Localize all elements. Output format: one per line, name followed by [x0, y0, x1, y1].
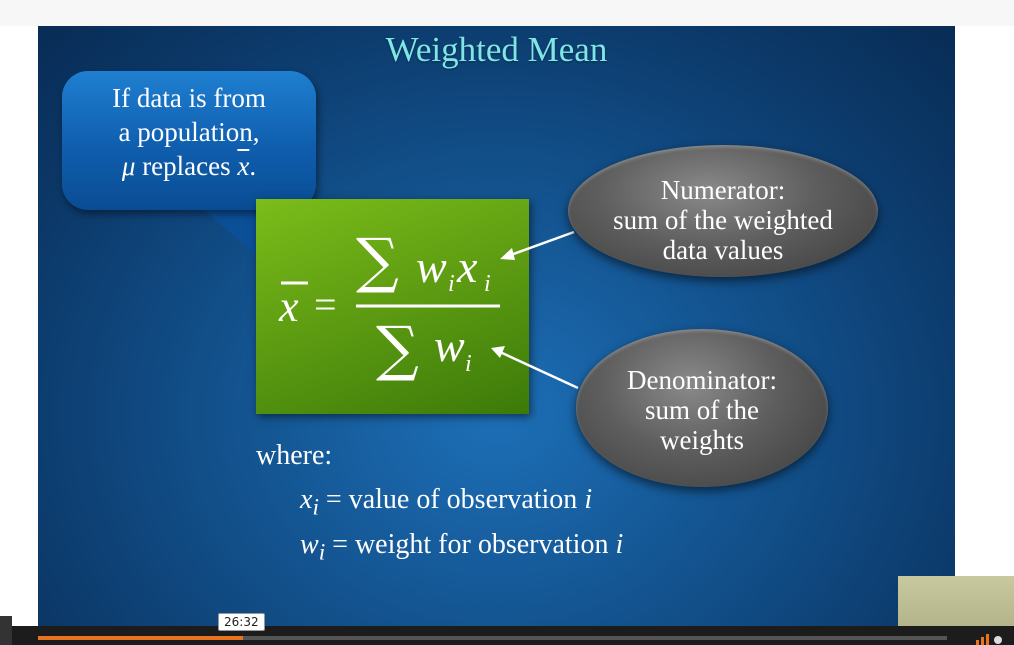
progress-fill[interactable]	[38, 636, 243, 640]
numerator-sum: ∑	[356, 226, 399, 296]
definition-x	[300, 484, 592, 522]
numerator-w-sub: i	[448, 271, 455, 297]
def-x-var: x	[300, 484, 313, 515]
numerator-bubble	[568, 145, 878, 277]
def-w-idx: i	[615, 529, 624, 560]
definition-w	[300, 529, 623, 567]
numerator-arrowhead	[500, 248, 515, 260]
denominator-bubble	[576, 329, 828, 487]
time-tooltip: 26:32	[218, 613, 265, 631]
callout-replaces: replaces	[135, 151, 238, 181]
slide	[38, 26, 955, 626]
def-w-sub: i	[318, 539, 326, 566]
formula-xbar: x	[279, 282, 299, 331]
numerator-line-3: data values	[662, 235, 784, 265]
numerator-line-1: Numerator:	[660, 175, 786, 205]
callout-period: .	[249, 151, 257, 181]
page-margin-right	[955, 26, 1014, 626]
def-x-idx: i	[584, 484, 593, 515]
mu-symbol: μ	[121, 151, 136, 181]
where-label: where:	[256, 440, 333, 471]
denominator-line-2: sum of the	[645, 395, 759, 425]
slide-title: Weighted Mean	[385, 30, 608, 69]
denominator-sum: ∑	[376, 314, 419, 384]
def-w-text: = weight for observation	[325, 529, 616, 560]
numerator-line-2: sum of the weighted	[613, 205, 833, 235]
quality-bars-icon[interactable]	[974, 632, 1004, 645]
callout-line-1: If data is from	[112, 83, 266, 113]
def-x-sub: i	[312, 494, 319, 521]
def-w-var: w	[300, 529, 319, 560]
denominator-w: w	[434, 320, 465, 371]
x-bar-symbol: $\overline{x}$	[237, 151, 250, 181]
numerator-x: x	[457, 241, 478, 292]
side-tab[interactable]	[0, 616, 12, 645]
callout-line-2: a population,	[118, 117, 260, 147]
browser-top-strip	[0, 0, 1014, 26]
denominator-line-3: weights	[660, 425, 744, 455]
denominator-line-1: Denominator:	[627, 365, 777, 395]
numerator-arrow	[508, 232, 574, 256]
numerator-x-sub: i	[484, 271, 491, 297]
formula-equals: =	[314, 282, 337, 327]
webcam-thumbnail[interactable]	[898, 576, 1014, 626]
page-margin-left	[0, 26, 38, 626]
numerator-w: w	[416, 241, 447, 292]
denominator-w-sub: i	[465, 351, 472, 377]
def-x-text: = value of observation	[318, 484, 585, 515]
denominator-arrow	[500, 352, 578, 388]
